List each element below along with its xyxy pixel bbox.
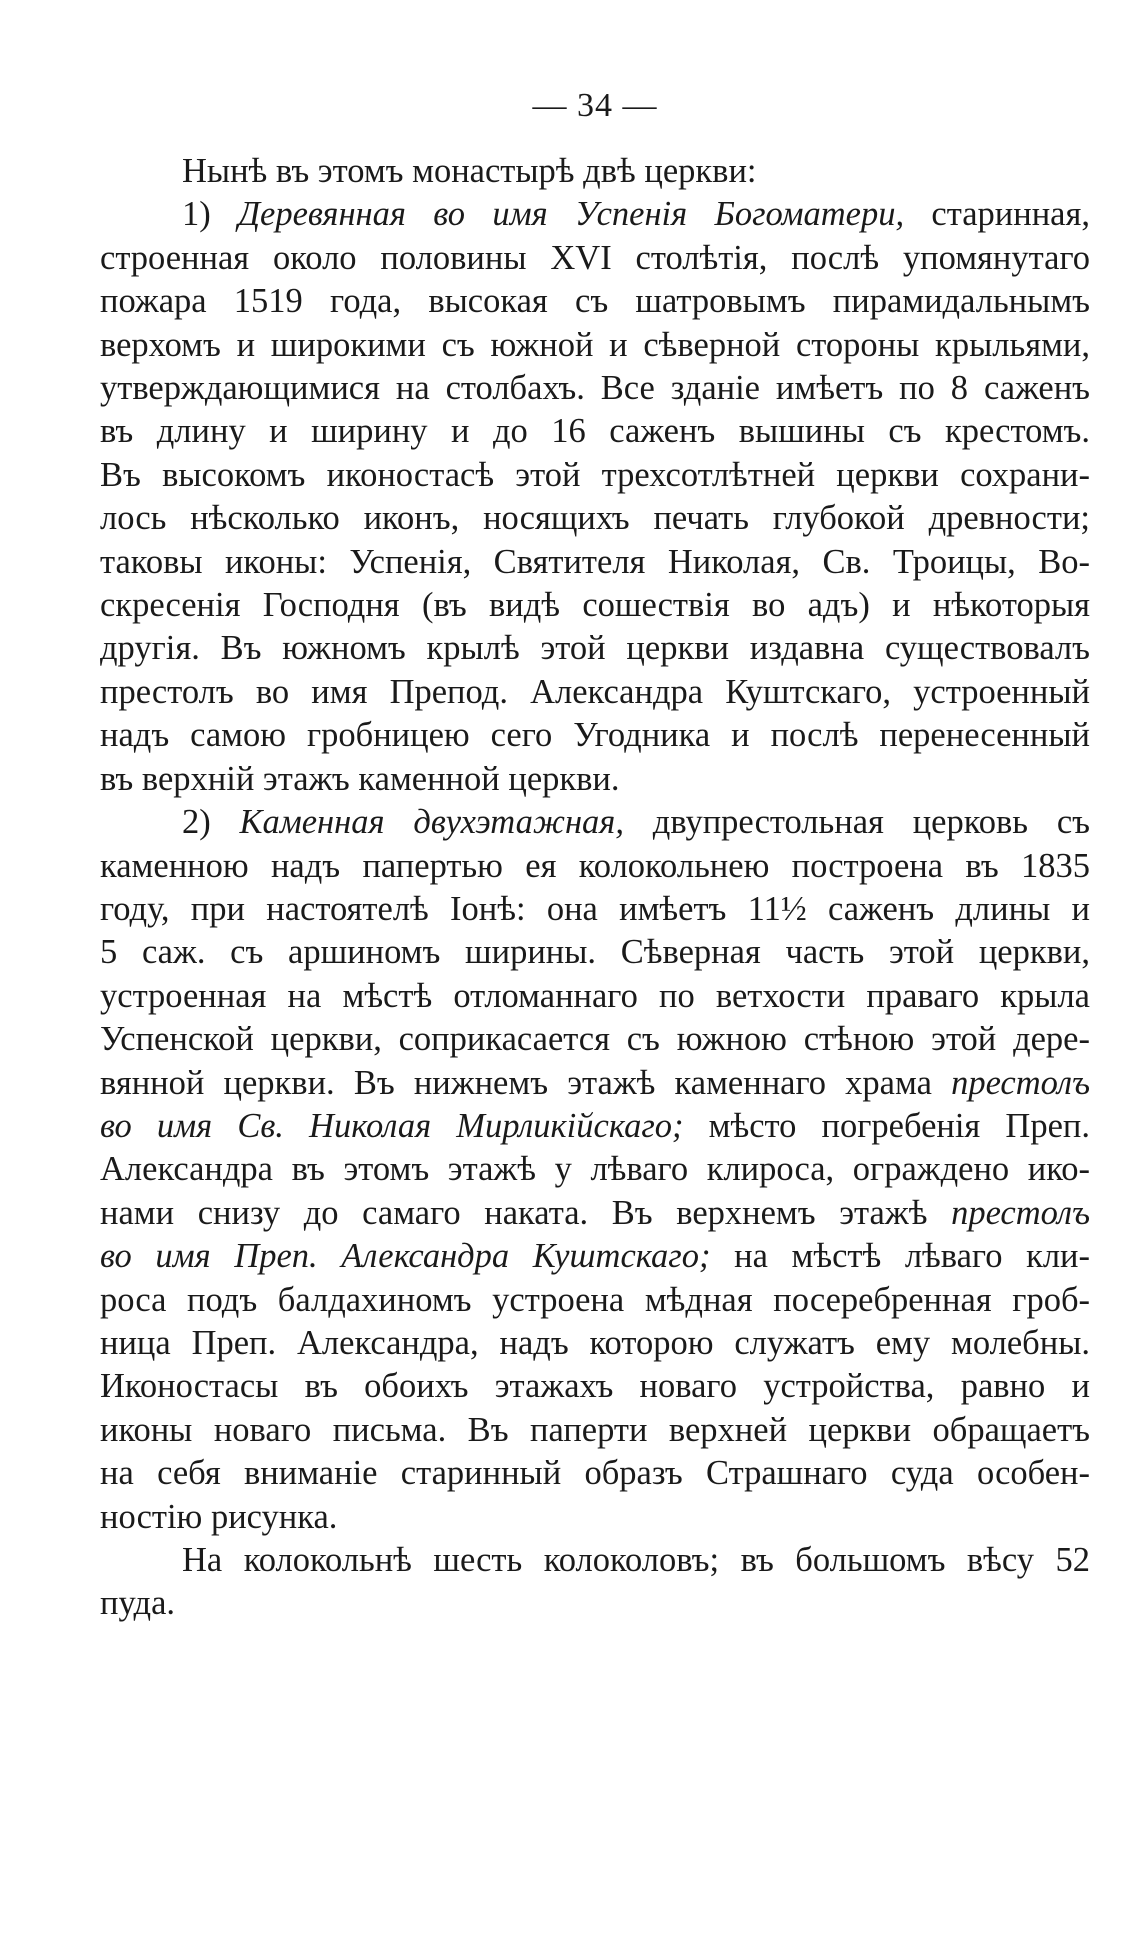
text-line [100,1582,1090,1625]
body-text [100,150,1090,1626]
text-line [100,497,1090,540]
text-run: Александра въ этомъ этажѣ у лѣваго клироса, ограждено ико- [100,1150,1090,1189]
italic-text: Деревянная во имя Успенія Богоматери, [238,195,905,234]
text-line [100,541,1090,584]
italic-text: во имя Св. Николая Мирликійскаго; [100,1106,684,1145]
text-run: другія. Въ южномъ крылѣ этой церкви издавна существовалъ [100,629,1090,668]
text-line [100,1105,1090,1148]
text-run: скресенія Господня (въ видѣ сошествія во адъ) и нѣкоторыя [100,586,1090,625]
text-line [100,324,1090,367]
text-line [100,1409,1090,1452]
text-line [100,1539,1090,1582]
text-run: престолъ во имя Препод. Александра Куштскаго, устроенный [100,672,1090,711]
text-run: ница Преп. Александра, надъ которою служатъ ему молебны. [100,1323,1090,1362]
text-line [100,671,1090,714]
text-line [100,1322,1090,1365]
text-run: утверждающимися на столбахъ. Все зданіе имѣетъ по 8 саженъ [100,369,1090,408]
text-run: Въ высокомъ иконостасѣ этой трехсотлѣтней церкви сохрани- [100,455,1090,494]
text-line [100,1279,1090,1322]
text-run: таковы иконы: Успенія, Святителя Николая, Св. Троицы, Во- [100,542,1090,581]
text-line [100,801,1090,844]
text-run: роса подъ балдахиномъ устроена мѣдная посеребренная гроб- [100,1280,1090,1319]
text-run: на себя вниманіе старинный образъ Страшнаго суда особен- [100,1454,1090,1493]
italic-text: престолъ [951,1063,1090,1102]
text-run: устроенная на мѣстѣ отломаннаго по ветхости праваго крыла [100,976,1090,1015]
italic-text: престолъ [951,1193,1090,1232]
text-run: ностію рисунка. [100,1497,338,1536]
text-run: 1) [182,195,239,234]
text-run: На колокольнѣ шесть колоколовъ; въ большомъ вѣсу 52 [182,1541,1090,1579]
text-run: старинная, [904,195,1090,234]
text-line [100,454,1090,497]
text-line [100,1018,1090,1061]
text-run: пуда. [100,1584,176,1623]
text-run: Иконостасы въ обоихъ этажахъ новаго устройства, равно и [100,1367,1090,1406]
text-run: въ верхній этажъ каменной церкви. [100,759,620,798]
text-line [100,627,1090,670]
text-line [100,1365,1090,1408]
text-line [100,975,1090,1018]
text-run: въ длину и ширину и до 16 саженъ вышины съ крестомъ. [100,412,1090,451]
book-page [100,84,1090,1626]
text-run: пожара 1519 года, высокая съ шатровымъ пирамидальнымъ [100,282,1090,321]
text-line [100,584,1090,627]
text-run: 5 саж. съ аршиномъ ширины. Сѣверная часть этой церкви, [100,933,1090,972]
text-run: году, при настоятелѣ Іонѣ: она имѣетъ 11½ саженъ длины и [100,889,1090,928]
text-run: на мѣстѣ лѣваго кли- [710,1237,1090,1276]
text-run: вянной церкви. Въ нижнемъ этажѣ каменнаго храма [100,1063,952,1102]
text-run: нами снизу до самаго наката. Въ верхнемъ этажѣ [100,1193,952,1232]
text-run: надъ самою гробницею сего Угодника и послѣ перенесенный [100,716,1090,755]
italic-text: во имя Преп. Александра Куштскаго; [100,1237,711,1276]
text-line [100,758,1090,801]
text-run: строенная около половины XVI столѣтія, послѣ упомянутаго [100,238,1090,277]
text-run: Успенской церкви, соприкасается съ южною стѣною этой дере- [100,1020,1090,1059]
text-line [100,237,1090,280]
text-run: двупрестольная церковь съ [623,803,1090,842]
text-line [100,1192,1090,1235]
text-line [100,1452,1090,1495]
text-run: каменною надъ папертью ея колокольнею построена въ 1835 [100,846,1090,885]
text-run: иконы новаго письма. Въ паперти верхней церкви обращаетъ [100,1410,1090,1449]
text-line [100,1235,1090,1278]
text-line [100,845,1090,888]
text-run: Нынѣ въ этомъ монастырѣ двѣ церкви: [182,152,757,190]
text-line [100,888,1090,931]
text-line [100,193,1090,236]
text-line [100,1496,1090,1539]
page-number: — 34 — [532,87,658,124]
text-run: мѣсто погребенія Преп. [683,1106,1090,1145]
italic-text: Каменная двухэтажная, [239,803,624,842]
text-run: верхомъ и широкими съ южной и сѣверной стороны крыльями, [100,325,1090,364]
text-line [100,410,1090,453]
text-line [100,280,1090,323]
text-line [100,367,1090,410]
text-run: лось нѣсколько иконъ, носящихъ печать глубокой древности; [100,499,1090,538]
text-run: 2) [182,803,240,842]
text-line [100,1062,1090,1105]
text-line [100,1148,1090,1191]
text-line [100,714,1090,757]
text-line [100,931,1090,974]
text-line [100,150,1090,193]
